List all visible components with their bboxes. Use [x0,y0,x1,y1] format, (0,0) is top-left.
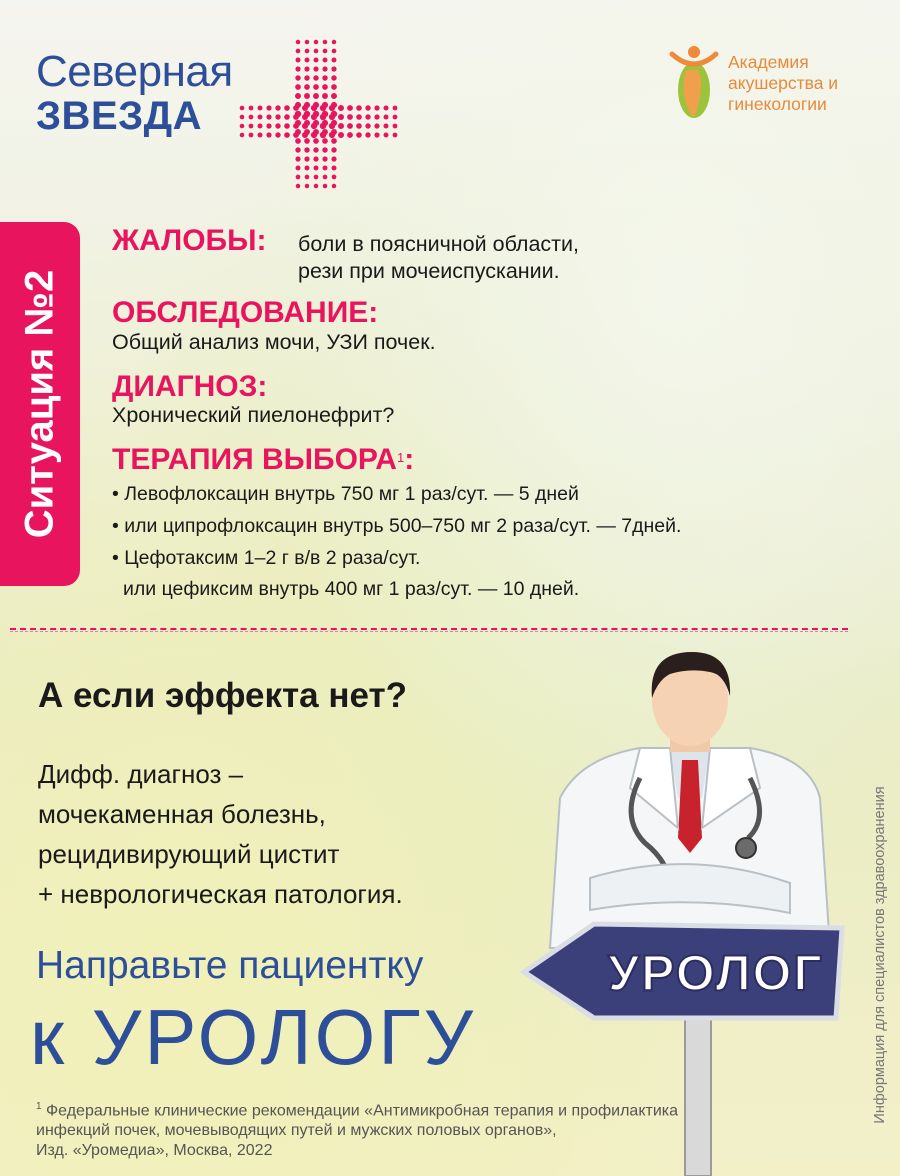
complaints-heading: ЖАЛОБЫ: [112,224,267,257]
situation-tab [0,222,80,586]
therapy-heading-text: ТЕРАПИЯ ВЫБОРА [112,443,397,476]
footnote-line1-text: Федеральные клинические рекомендации «Антимикробная терапия и профилактика [41,1102,679,1120]
brand-name-line2: ЗВЕЗДА [36,94,203,138]
complaints-line1: боли в поясничной области, [298,232,580,256]
therapy-heading [112,443,414,477]
diff-diagnosis [38,754,403,914]
diagnosis-heading: ДИАГНОЗ: [112,370,268,403]
therapy-item: • Левофлоксацин внутрь 750 мг 1 раз/сут. — 5 дней [112,483,579,505]
exam-heading: ОБСЛЕДОВАНИЕ: [112,296,379,329]
footnote-mark: 1 [36,1101,42,1112]
therapy-item: • или ципрофлоксацин внутрь 500–750 мг 2 раза/сут. — 7дней. [112,515,682,537]
side-disclaimer: Информация для специалистов здравоохранения [872,786,888,1124]
academy-logo-icon [664,40,724,122]
therapy-footnote-mark: 1 [396,450,405,465]
diff-line: рецидивирующий цистит [38,839,340,869]
footnote [36,1097,678,1161]
academy-line2: акушерства и [728,73,839,93]
therapy-item: или цефиксим внутрь 400 мг 1 раз/сут. — 10 дней. [123,578,580,600]
diff-line: мочекаменная болезнь, [38,799,326,829]
diff-line: Дифф. диагноз – [38,759,244,789]
diff-line: + неврологическая патология. [38,879,403,909]
footnote-line1 [36,1097,678,1121]
therapy-item: • Цефотаксим 1–2 г в/в 2 раза/сут. [112,547,421,569]
diagnosis-text: Хронический пиелонефрит? [112,403,395,427]
cta-line1: Направьте пациентку [36,944,424,987]
section-divider [10,628,848,630]
star-dots-icon [236,36,406,192]
footnote-line3: Изд. «Уромедиа», Москва, 2022 [36,1142,273,1160]
academy-line1: Академия [728,52,809,72]
brand-name-line1: Северная [36,47,233,96]
academy-line3: гинекологии [728,94,827,114]
question-heading: А если эффекта нет? [38,676,408,715]
section-divider-inner [10,631,848,632]
footnote-line2: инфекций почек, мочевыводящих путей и мужских половых органов», [36,1122,557,1140]
complaints-line2: рези при мочеиспускании. [298,259,560,283]
exam-text: Общий анализ мочи, УЗИ почек. [112,330,436,354]
situation-label: Ситуация №2 [17,269,62,539]
academy-name [728,52,838,115]
cta-line2: к УРОЛОГУ [30,993,477,1081]
sign-label: УРОЛОГ [608,945,824,1001]
therapy-colon: : [404,443,415,476]
